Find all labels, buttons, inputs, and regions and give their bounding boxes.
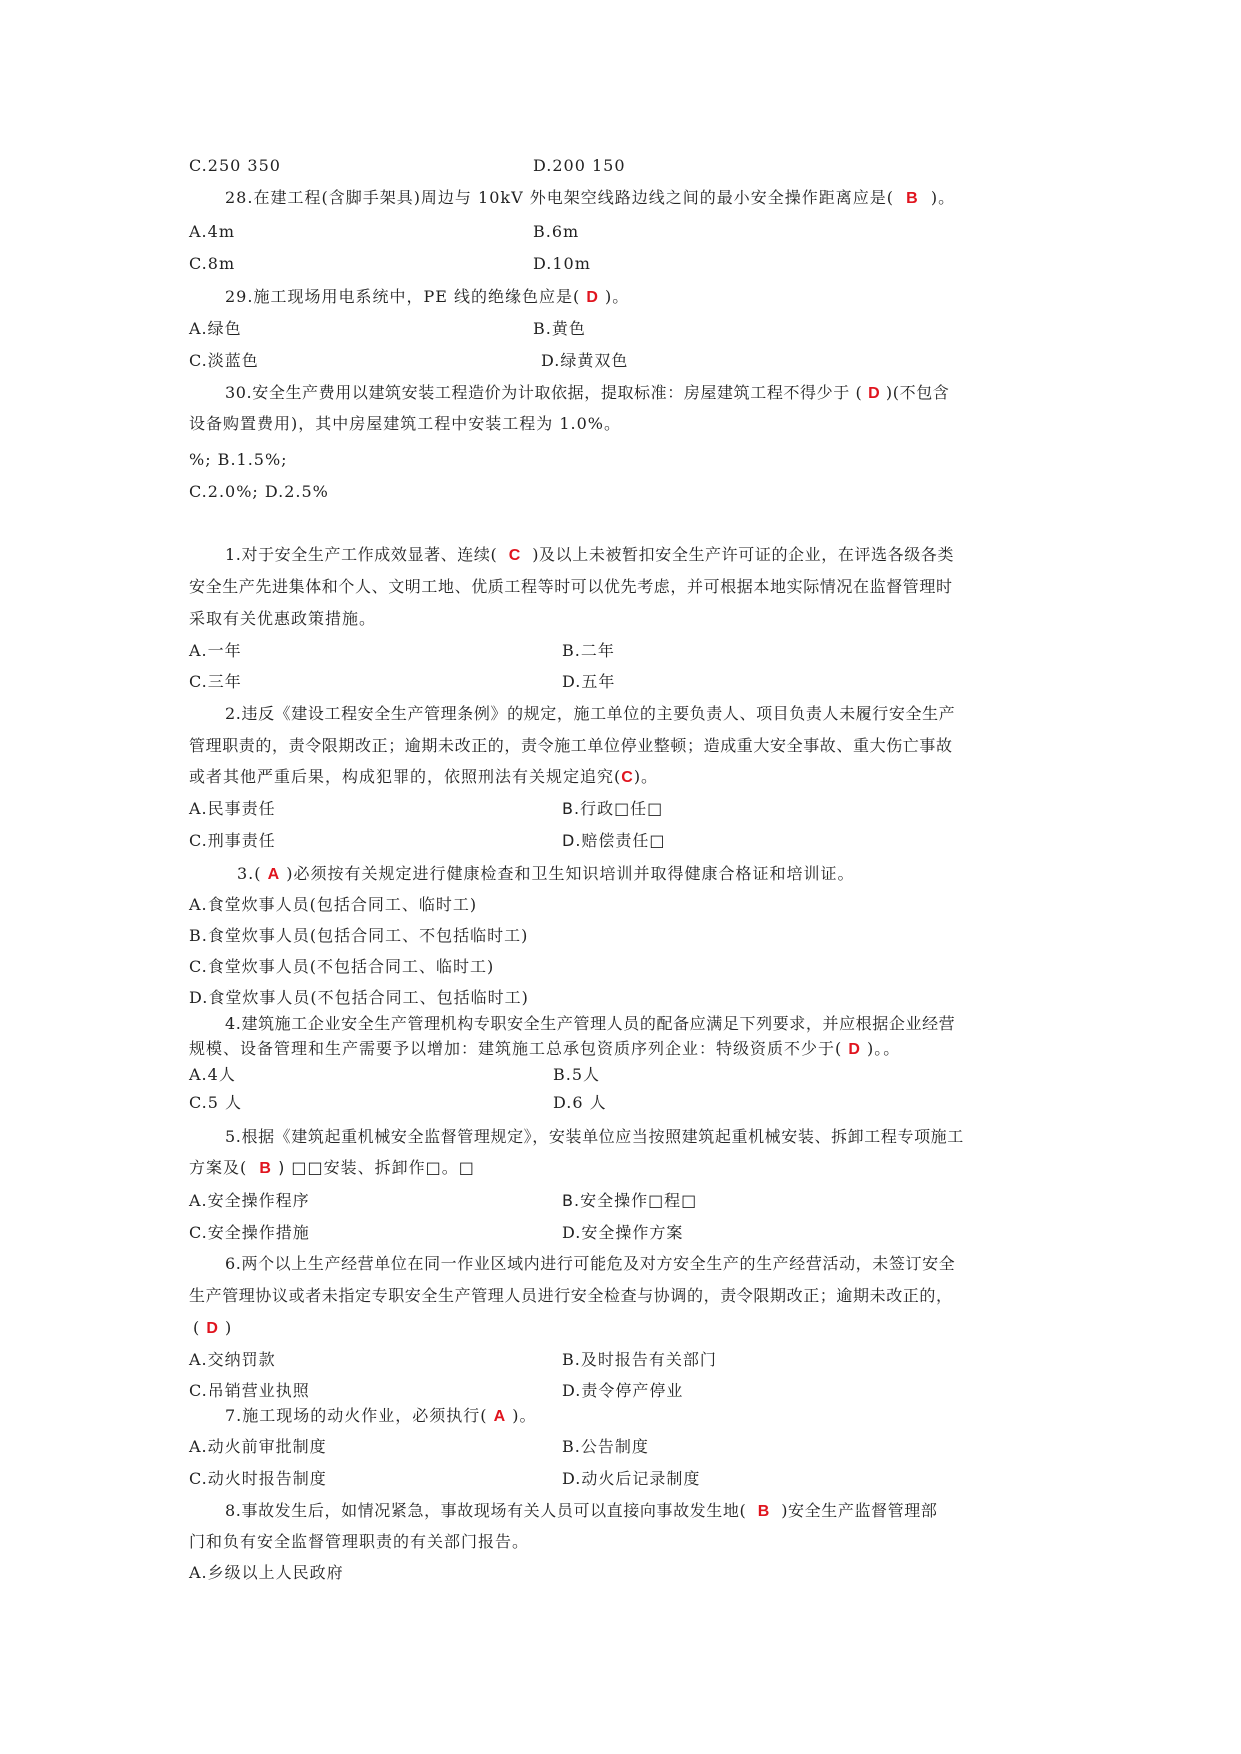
q8-option-a: A.乡级以上人民政府 <box>189 1563 344 1582</box>
q2-option-c: C.刑事责任 <box>189 831 276 850</box>
q5-line-1: 5.根据《建筑起重机械安全监督管理规定》，安装单位应当按照建筑起重机械安装、拆卸工程专项施工 <box>225 1127 964 1146</box>
q5-text-end: ) □□安装、拆卸作□。□ <box>278 1158 475 1177</box>
q30-line-3: %; B.1.5%; <box>189 450 288 469</box>
q3-option-c: C.食堂炊事人员(不包括合同工、临时工) <box>189 957 495 976</box>
q7-option-a: A.动火前审批制度 <box>189 1437 327 1456</box>
q29-option-a: A.绿色 <box>189 319 242 338</box>
q3-question <box>237 864 855 885</box>
q8-question <box>225 1501 937 1522</box>
q30-text: 30.安全生产费用以建筑安装工程造价为计取依据，提取标准：房屋建筑工程不得少于 ( <box>225 383 863 402</box>
q6-text-end: ) <box>225 1318 233 1337</box>
q7-option-b: B.公告制度 <box>562 1437 649 1456</box>
q7-option-d: D.动火后记录制度 <box>562 1469 701 1488</box>
q29-option-d: D.绿黄双色 <box>541 351 629 370</box>
q4-line-1: 4.建筑施工企业安全生产管理机构专职安全生产管理人员的配备应满足下列要求，并应根据企业经营 <box>225 1014 956 1033</box>
q2-option-a: A.民事责任 <box>189 799 276 818</box>
q2-answer: C <box>621 769 634 786</box>
q4-option-a: A.4人 <box>189 1065 236 1084</box>
q29-text: 29.施工现场用电系统中，PE 线的绝缘色应是( <box>225 287 581 306</box>
q8-text-end: )安全生产监督管理部 <box>781 1501 938 1520</box>
q28-option-b: B.6m <box>533 222 580 241</box>
q5-text: 方案及( <box>189 1158 248 1177</box>
q5-option-a: A.安全操作程序 <box>189 1191 310 1210</box>
q6-option-d: D.责令停产停业 <box>562 1381 684 1400</box>
q3-option-d: D.食堂炊事人员(不包括合同工、包括临时工) <box>189 988 529 1007</box>
q4-option-d: D.6 人 <box>553 1093 607 1112</box>
q7-option-c: C.动火时报告制度 <box>189 1469 327 1488</box>
q1-answer: C <box>508 547 521 564</box>
q5-option-d: D.安全操作方案 <box>562 1223 684 1242</box>
q6-line-3 <box>193 1318 232 1339</box>
q4-option-b: B.5人 <box>553 1065 601 1084</box>
q1-option-c: C.三年 <box>189 672 242 691</box>
q2-line-2: 管理职责的，责令限期改正；逾期未改正的，责令施工单位停业整顿；造成重大安全事故、重大伤亡事故 <box>189 736 953 755</box>
q1-option-a: A.一年 <box>189 641 242 660</box>
q8-line-2: 门和负有安全监督管理职责的有关部门报告。 <box>189 1532 530 1551</box>
q4-text-end: )。。 <box>867 1039 901 1058</box>
q28-text: 28.在建工程(含脚手架具)周边与 10kV 外电架空线路边线之间的最小安全操作距离应是( <box>225 188 894 207</box>
q28-question <box>225 188 955 209</box>
q6-text: ( <box>193 1318 201 1337</box>
q2-option-b: B.行政□任□ <box>562 799 664 818</box>
q1-text-end: )及以上未被暂扣安全生产许可证的企业，在评选各级各类 <box>532 545 955 564</box>
q8-answer: B <box>757 1503 770 1520</box>
q3-option-b: B.食堂炊事人员(包括合同工、不包括临时工) <box>189 926 529 945</box>
q1-option-b: B.二年 <box>562 641 615 660</box>
q6-answer: D <box>206 1320 219 1337</box>
q4-option-c: C.5 人 <box>189 1093 243 1112</box>
q29-answer: D <box>586 289 599 306</box>
q28-option-c: C.8m <box>189 254 236 273</box>
q5-answer: B <box>259 1160 272 1177</box>
q4-line-2 <box>189 1039 900 1060</box>
q2-line-3 <box>189 767 658 788</box>
q7-text: 7.施工现场的动火作业，必须执行( <box>225 1406 488 1425</box>
q1-line-3: 采取有关优惠政策措施。 <box>189 609 377 628</box>
q30-line-2: 设备购置费用)，其中房屋建筑工程中安装工程为 1.0%。 <box>189 414 621 433</box>
q2-text-end: )。 <box>633 767 659 786</box>
q1-option-d: D.五年 <box>562 672 616 691</box>
q27-option-c: C.250 350 <box>189 156 281 175</box>
q1-question <box>225 545 954 566</box>
q5-option-b: B.安全操作□程□ <box>562 1191 698 1210</box>
q1-line-2: 安全生产先进集体和个人、文明工地、优质工程等时可以优先考虑，并可根据本地实际情况在监督管理时 <box>189 577 953 596</box>
q3-text: 3.( <box>237 864 262 883</box>
q3-answer: A <box>267 866 281 883</box>
q30-question <box>225 383 949 404</box>
q28-option-a: A.4m <box>189 222 235 241</box>
q6-line-2: 生产管理协议或者未指定专职安全生产管理人员进行安全检查与协调的，责令限期改正；逾期未改正的， <box>189 1286 953 1305</box>
q1-text: 1.对于安全生产工作成效显著、连续( <box>225 545 498 564</box>
q6-option-a: A.交纳罚款 <box>189 1350 276 1369</box>
q7-question <box>225 1406 537 1427</box>
q5-option-c: C.安全操作措施 <box>189 1223 310 1242</box>
q4-answer: D <box>848 1041 861 1058</box>
q3-option-a: A.食堂炊事人员(包括合同工、临时工) <box>189 895 478 914</box>
q2-line-1: 2.违反《建设工程安全生产管理条例》的规定，施工单位的主要负责人、项目负责人未履行安全生产 <box>225 704 956 723</box>
q27-option-d: D.200 150 <box>533 156 626 175</box>
q7-answer: A <box>493 1408 507 1425</box>
q28-answer: B <box>906 190 919 207</box>
q29-option-c: C.淡蓝色 <box>189 351 259 370</box>
q7-text-end: )。 <box>512 1406 537 1425</box>
q29-question <box>225 287 629 308</box>
q29-text-end: )。 <box>604 287 630 306</box>
q3-text-end: )必须按有关规定进行健康检查和卫生知识培训并取得健康合格证和培训证。 <box>286 864 855 883</box>
q30-line-4: C.2.0%; D.2.5% <box>189 482 329 501</box>
q4-text: 规模、设备管理和生产需要予以增加：建筑施工总承包资质序列企业：特级资质不少于( <box>189 1039 843 1058</box>
q29-option-b: B.黄色 <box>533 319 586 338</box>
q28-text-end: )。 <box>930 188 956 207</box>
q2-text: 或者其他严重后果，构成犯罪的，依照刑法有关规定追究( <box>189 767 622 786</box>
q2-option-d: D.赔偿责任□ <box>562 831 666 850</box>
q30-answer: D <box>868 385 881 402</box>
q8-text: 8.事故发生后，如情况紧急，事故现场有关人员可以直接向事故发生地( <box>225 1501 747 1520</box>
q6-option-c: C.吊销营业执照 <box>189 1381 310 1400</box>
q28-option-d: D.10m <box>533 254 591 273</box>
q30-text-end: )(不包含 <box>885 383 950 402</box>
q5-line-2 <box>189 1158 475 1179</box>
q6-option-b: B.及时报告有关部门 <box>562 1350 717 1369</box>
q6-line-1: 6.两个以上生产经营单位在同一作业区域内进行可能危及对方安全生产的生产经营活动，未签订安全 <box>225 1254 956 1273</box>
